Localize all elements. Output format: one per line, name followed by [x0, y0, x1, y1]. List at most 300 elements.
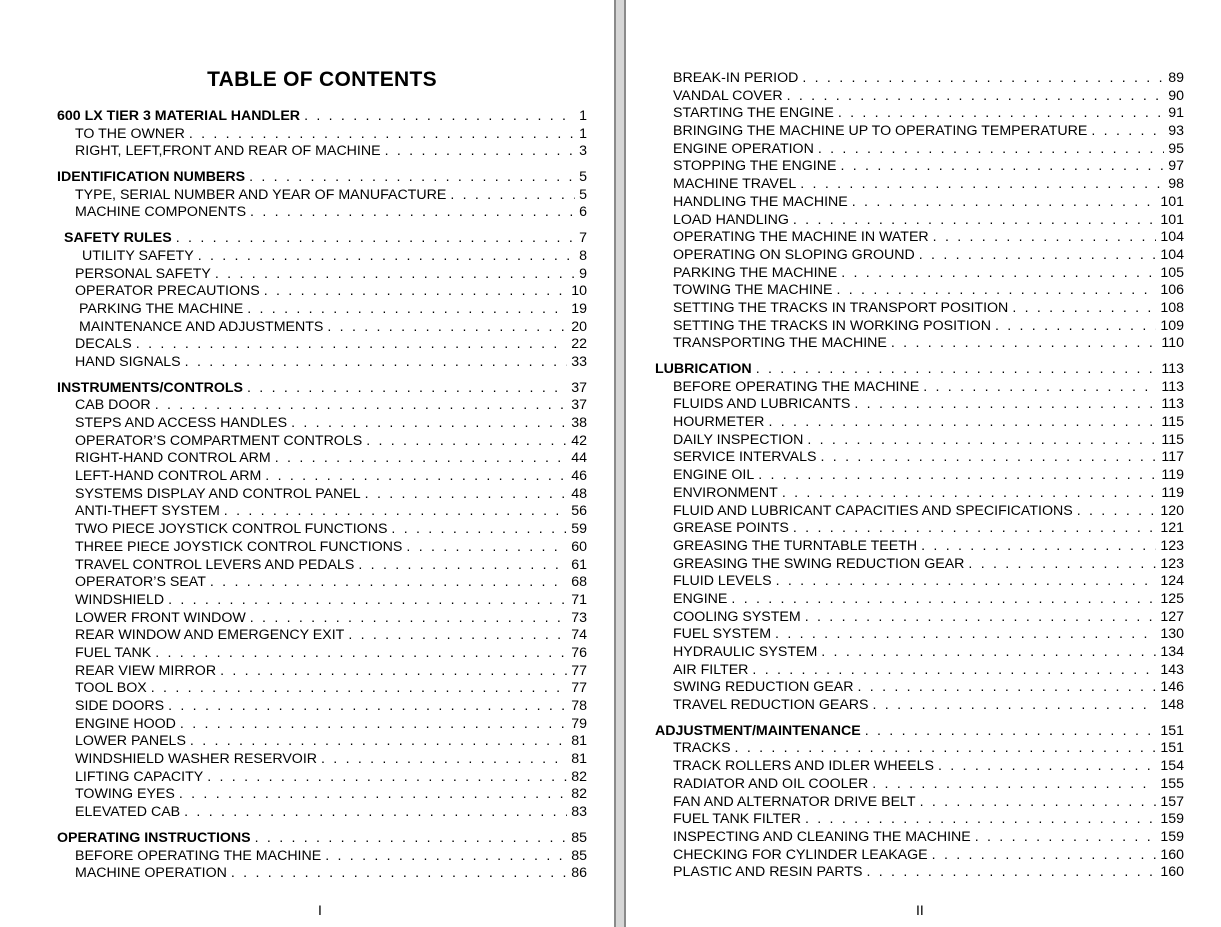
toc-entry[interactable] — [655, 662, 1184, 680]
toc-entry-page-number: 109 — [1160, 317, 1184, 334]
dot-leader — [836, 282, 1156, 300]
dot-leader — [291, 415, 567, 433]
toc-entry-page-number: 46 — [571, 468, 587, 485]
toc-entry[interactable] — [57, 486, 587, 504]
toc-entry-page-number: 101 — [1160, 193, 1184, 210]
toc-entry[interactable] — [57, 769, 587, 787]
toc-entry[interactable] — [57, 786, 587, 804]
toc-entry-label: TRACK ROLLERS AND IDLER WHEELS — [673, 758, 934, 775]
dot-leader — [752, 662, 1156, 680]
toc-entry[interactable] — [655, 503, 1184, 521]
dot-leader — [250, 204, 575, 222]
toc-entry-page-number: 154 — [1160, 758, 1184, 775]
dot-leader — [919, 247, 1157, 265]
toc-entry[interactable] — [57, 574, 587, 592]
toc-entry-label: TYPE, SERIAL NUMBER AND YEAR OF MANUFACTURE — [75, 186, 447, 203]
toc-entry[interactable] — [57, 592, 587, 610]
toc-entry-page-number: 106 — [1160, 282, 1184, 299]
toc-entry-label: FUEL TANK FILTER — [673, 811, 801, 828]
toc-entry[interactable] — [655, 414, 1184, 432]
toc-entry[interactable] — [655, 158, 1184, 176]
toc-entry[interactable] — [57, 557, 587, 575]
dot-leader — [151, 680, 567, 698]
toc-entry-page-number: 113 — [1161, 378, 1184, 395]
toc-entry[interactable] — [57, 680, 587, 698]
toc-entry-page-number: 130 — [1160, 626, 1184, 643]
toc-entry-label: REAR VIEW MIRROR — [75, 662, 217, 679]
toc-entry-label: FUEL TANK — [75, 644, 152, 661]
toc-entry-label: ENGINE — [673, 590, 728, 607]
toc-entry-page-number: 123 — [1160, 537, 1184, 554]
dot-leader — [793, 212, 1156, 230]
toc-entry-page-number: 19 — [571, 300, 587, 317]
toc-entry-label: VANDAL COVER — [673, 87, 783, 104]
toc-entry[interactable] — [655, 485, 1184, 503]
toc-entry-page-number: 151 — [1160, 722, 1184, 739]
dot-leader — [366, 433, 567, 451]
dot-leader — [247, 301, 567, 319]
toc-entry-page-number: 104 — [1160, 246, 1184, 263]
toc-entry-label: TRANSPORTING THE MACHINE — [673, 335, 887, 352]
toc-entry[interactable] — [57, 143, 587, 161]
dot-leader — [807, 432, 1157, 450]
toc-entry[interactable] — [57, 804, 587, 822]
toc-entry[interactable] — [57, 126, 587, 144]
dot-leader — [838, 105, 1164, 123]
dot-leader — [250, 610, 567, 628]
toc-entry-label: PLASTIC AND RESIN PARTS — [673, 864, 863, 881]
toc-section-entry[interactable] — [57, 230, 587, 248]
toc-entry-page-number: 90 — [1168, 87, 1184, 104]
toc-entry-page-number: 1 — [579, 108, 587, 124]
toc-entry[interactable] — [57, 716, 587, 734]
toc-entry-label: PERSONAL SAFETY — [75, 265, 211, 282]
toc-entry-label: TRAVEL CONTROL LEVERS AND PEDALS — [75, 556, 355, 573]
toc-entry[interactable] — [57, 319, 587, 337]
dot-leader — [800, 176, 1164, 194]
toc-entry-page-number: 48 — [571, 485, 587, 502]
dot-leader — [210, 574, 567, 592]
toc-entry-label: INSPECTING AND CLEANING THE MACHINE — [673, 828, 971, 845]
toc-section-entry[interactable] — [57, 169, 587, 187]
toc-entry-page-number: 151 — [1160, 740, 1184, 757]
toc-entry[interactable] — [57, 301, 587, 319]
toc-entry-page-number: 82 — [571, 786, 587, 803]
dot-leader — [358, 557, 567, 575]
toc-entry[interactable] — [57, 397, 587, 415]
dot-leader — [932, 847, 1157, 865]
toc-entry-label: STEPS AND ACCESS HANDLES — [75, 415, 288, 431]
toc-entry[interactable] — [57, 865, 587, 883]
toc-entry-page-number: 74 — [571, 627, 587, 644]
dot-leader — [975, 829, 1157, 847]
dot-leader — [325, 848, 567, 866]
toc-entry-label: ENGINE HOOD — [75, 715, 176, 732]
toc-entry[interactable] — [57, 751, 587, 769]
dot-leader — [327, 319, 567, 337]
toc-entry-label: CHECKING FOR CYLINDER LEAKAGE — [673, 846, 928, 863]
toc-entry-label: WINDSHIELD WASHER RESERVOIR — [75, 751, 318, 768]
toc-entry[interactable] — [655, 123, 1184, 141]
toc-entry-label: GREASING THE SWING REDUCTION GEAR — [673, 555, 965, 572]
toc-entry[interactable] — [57, 450, 587, 468]
toc-entry[interactable] — [655, 829, 1184, 847]
toc-entry-label: OPERATOR’S SEAT — [75, 574, 206, 591]
toc-entry-page-number: 157 — [1160, 793, 1184, 810]
dot-leader — [155, 645, 567, 663]
dot-leader — [168, 698, 567, 716]
toc-entry-label: SAFETY RULES — [64, 230, 172, 247]
toc-entry-label: REAR WINDOW AND EMERGENCY EXIT — [75, 627, 345, 644]
toc-section-entry[interactable] — [57, 108, 587, 126]
toc-entry-label: FLUIDS AND LUBRICANTS — [673, 396, 851, 413]
toc-entry-label: THREE PIECE JOYSTICK CONTROL FUNCTIONS — [75, 538, 403, 555]
dot-leader — [1012, 300, 1156, 318]
toc-entry-label: BEFORE OPERATING THE MACHINE — [673, 378, 920, 395]
toc-entry-page-number: 73 — [571, 609, 587, 626]
toc-entry[interactable] — [655, 556, 1184, 574]
toc-entry[interactable] — [57, 248, 587, 266]
dot-leader — [136, 336, 567, 354]
toc-entry-label: SIDE DOORS — [75, 698, 165, 714]
dot-leader — [1091, 123, 1164, 141]
toc-entry-page-number: 59 — [571, 521, 587, 538]
toc-entry[interactable] — [655, 449, 1184, 467]
toc-entry[interactable] — [57, 415, 587, 433]
toc-entry-page-number: 86 — [571, 865, 587, 882]
dot-leader — [385, 143, 576, 161]
toc-entry-page-number: 105 — [1160, 264, 1184, 281]
toc-entry-label: PARKING THE MACHINE — [79, 300, 244, 317]
toc-entry-page-number: 9 — [579, 265, 587, 282]
toc-entry-page-number: 160 — [1160, 864, 1184, 881]
toc-entry[interactable] — [655, 847, 1184, 865]
toc-entry[interactable] — [57, 645, 587, 663]
toc-entry[interactable] — [57, 503, 587, 521]
toc-entry-page-number: 108 — [1160, 299, 1184, 316]
toc-entry-label: WINDSHIELD — [75, 591, 165, 608]
toc-section-entry[interactable] — [57, 830, 587, 848]
book-spine — [614, 0, 626, 927]
toc-entry-page-number: 89 — [1168, 70, 1184, 86]
toc-entry-label: RIGHT, LEFT,FRONT AND REAR OF MACHINE — [75, 143, 381, 160]
toc-entry-page-number: 134 — [1160, 644, 1184, 660]
dot-leader — [782, 485, 1158, 503]
toc-entry-page-number: 33 — [571, 353, 587, 370]
dot-leader — [207, 769, 567, 787]
toc-entry[interactable] — [655, 697, 1184, 715]
dot-leader — [249, 169, 575, 187]
toc-entry-label: OPERATOR PRECAUTIONS — [75, 283, 260, 300]
toc-entry-page-number: 127 — [1160, 608, 1184, 625]
dot-leader — [852, 194, 1157, 212]
dot-leader — [176, 230, 575, 248]
toc-entry-label: SYSTEMS DISPLAY AND CONTROL PANEL — [75, 485, 361, 502]
toc-entry[interactable] — [655, 432, 1184, 450]
dot-leader — [818, 141, 1164, 159]
toc-entry[interactable] — [655, 194, 1184, 212]
toc-entry[interactable] — [655, 318, 1184, 336]
page-number-right: II — [916, 902, 924, 918]
toc-section-entry[interactable] — [655, 361, 1184, 379]
toc-entry[interactable] — [655, 776, 1184, 794]
toc-entry[interactable] — [57, 266, 587, 284]
toc-entry[interactable] — [655, 88, 1184, 106]
toc-entry-label: SERVICE INTERVALS — [673, 449, 817, 466]
toc-entry[interactable] — [655, 740, 1184, 758]
toc-entry[interactable] — [655, 573, 1184, 591]
toc-entry-label: 600 LX TIER 3 MATERIAL HANDLER — [57, 108, 301, 124]
toc-entry-page-number: 77 — [571, 680, 587, 697]
toc-entry-label: OPERATING ON SLOPING GROUND — [673, 246, 915, 263]
toc-entry-page-number: 95 — [1168, 140, 1184, 157]
toc-entry-label: ADJUSTMENT/MAINTENANCE — [655, 722, 861, 739]
dot-leader — [731, 591, 1156, 609]
toc-entry-label: RIGHT-HAND CONTROL ARM — [75, 450, 271, 467]
toc-entry[interactable] — [57, 627, 587, 645]
toc-entry-page-number: 101 — [1160, 211, 1184, 228]
toc-entry-page-number: 155 — [1160, 775, 1184, 792]
toc-entry[interactable] — [57, 848, 587, 866]
toc-entry-label: STOPPING THE ENGINE — [673, 158, 837, 175]
dot-leader — [841, 265, 1156, 283]
toc-entry-label: BEFORE OPERATING THE MACHINE — [75, 847, 322, 864]
dot-leader — [787, 88, 1165, 106]
toc-entry-label: CAB DOOR — [75, 397, 151, 414]
toc-entry-page-number: 98 — [1168, 176, 1184, 193]
toc-entry-label: TO THE OWNER — [75, 125, 185, 142]
toc-entry-page-number: 82 — [571, 768, 587, 785]
toc-entry-page-number: 7 — [579, 230, 587, 247]
toc-entry-label: TWO PIECE JOYSTICK CONTROL FUNCTIONS — [75, 521, 388, 538]
toc-entry-label: TOWING THE MACHINE — [673, 282, 833, 299]
dot-leader — [873, 697, 1157, 715]
dot-leader — [265, 468, 567, 486]
dot-leader — [155, 397, 568, 415]
toc-entry-page-number: 113 — [1161, 396, 1184, 413]
toc-entry[interactable] — [655, 811, 1184, 829]
toc-entry-page-number: 79 — [571, 715, 587, 732]
toc-entry[interactable] — [655, 379, 1184, 397]
toc-entry[interactable] — [655, 864, 1184, 882]
dot-leader — [185, 354, 568, 372]
toc-entry[interactable] — [655, 141, 1184, 159]
toc-entry[interactable] — [655, 609, 1184, 627]
dot-leader — [776, 573, 1157, 591]
toc-entry-page-number: 91 — [1168, 105, 1184, 122]
toc-entry[interactable] — [655, 282, 1184, 300]
dot-leader — [821, 449, 1158, 467]
toc-entry-label: OPERATING INSTRUCTIONS — [57, 829, 251, 846]
dot-leader — [858, 679, 1157, 697]
toc-entry[interactable] — [57, 539, 587, 557]
toc-entry-label: MACHINE COMPONENTS — [75, 204, 247, 221]
page-number-left: I — [318, 902, 322, 918]
toc-entry-label: LUBRICATION — [655, 361, 752, 377]
toc-entry[interactable] — [655, 70, 1184, 88]
toc-entry-page-number: 77 — [571, 662, 587, 679]
toc-entry[interactable] — [655, 212, 1184, 230]
dot-leader — [921, 538, 1156, 556]
dot-leader — [995, 318, 1156, 336]
dot-leader — [189, 126, 575, 144]
toc-entry[interactable] — [57, 283, 587, 301]
dot-leader — [255, 830, 568, 848]
dot-leader — [247, 380, 567, 398]
toc-entry-page-number: 56 — [571, 503, 587, 520]
toc-entry[interactable] — [57, 354, 587, 372]
toc-entry[interactable] — [57, 204, 587, 222]
dot-leader — [968, 556, 1156, 574]
toc-entry-page-number: 85 — [571, 847, 587, 864]
toc-entry-label: LOWER PANELS — [75, 733, 186, 750]
toc-entry-page-number: 71 — [571, 591, 587, 608]
dot-leader — [321, 751, 567, 769]
dot-leader — [756, 361, 1158, 379]
dot-leader — [304, 108, 575, 126]
toc-entry-page-number: 61 — [571, 556, 587, 573]
dot-leader — [920, 794, 1157, 812]
toc-entry[interactable] — [57, 336, 587, 354]
toc-entry[interactable] — [655, 247, 1184, 265]
dot-leader — [215, 266, 575, 284]
toc-entry-label: HAND SIGNALS — [75, 353, 181, 370]
toc-entry-label: AIR FILTER — [673, 661, 749, 678]
toc-entry-label: TOWING EYES — [75, 786, 175, 803]
toc-entry-page-number: 83 — [571, 804, 587, 821]
toc-entry-page-number: 125 — [1160, 590, 1184, 607]
dot-leader — [854, 396, 1157, 414]
toc-entry-page-number: 113 — [1161, 361, 1184, 377]
toc-entry-page-number: 124 — [1160, 573, 1184, 590]
dot-leader — [406, 539, 567, 557]
toc-entry-label: PARKING THE MACHINE — [673, 264, 838, 281]
dot-leader — [198, 248, 575, 266]
toc-entry-page-number: 115 — [1161, 414, 1184, 431]
toc-entry-label: MACHINE TRAVEL — [673, 176, 797, 193]
right-page — [626, 0, 1221, 927]
toc-entry-label: OPERATING THE MACHINE IN WATER — [673, 229, 929, 246]
toc-entry-page-number: 97 — [1168, 158, 1184, 175]
toc-entry[interactable] — [57, 663, 587, 681]
toc-entry-page-number: 110 — [1161, 335, 1184, 352]
toc-entry-label: SETTING THE TRACKS IN WORKING POSITION — [673, 317, 991, 334]
toc-entry[interactable] — [57, 187, 587, 205]
toc-entry-label: ANTI-THEFT SYSTEM — [75, 503, 220, 520]
toc-entry-page-number: 8 — [579, 247, 587, 264]
dot-leader — [805, 609, 1157, 627]
toc-entry[interactable] — [57, 733, 587, 751]
toc-entry-page-number: 1 — [579, 125, 587, 142]
dot-leader — [365, 486, 568, 504]
toc-list-right — [655, 70, 1184, 882]
toc-entry-label: IDENTIFICATION NUMBERS — [57, 169, 246, 186]
dot-leader — [275, 450, 567, 468]
toc-entry[interactable] — [655, 396, 1184, 414]
toc-entry[interactable] — [57, 610, 587, 628]
toc-entry-page-number: 44 — [571, 450, 587, 467]
toc-entry-label: FLUID LEVELS — [673, 573, 772, 590]
toc-entry-label: UTILITY SAFETY — [82, 247, 194, 264]
toc-entry-page-number: 160 — [1160, 846, 1184, 863]
toc-entry[interactable] — [655, 265, 1184, 283]
toc-entry[interactable] — [655, 300, 1184, 318]
toc-entry[interactable] — [655, 105, 1184, 123]
dot-leader — [805, 811, 1156, 829]
toc-entry[interactable] — [655, 467, 1184, 485]
toc-list-left — [57, 108, 587, 883]
dot-leader — [865, 723, 1157, 741]
toc-entry[interactable] — [655, 229, 1184, 247]
toc-entry-label: TRAVEL REDUCTION GEARS — [673, 697, 869, 714]
toc-entry-label: GREASE POINTS — [673, 520, 789, 537]
dot-leader — [802, 70, 1164, 88]
toc-entry[interactable] — [57, 521, 587, 539]
toc-entry[interactable] — [655, 520, 1184, 538]
toc-entry[interactable] — [655, 335, 1184, 353]
toc-entry[interactable] — [57, 468, 587, 486]
dot-leader — [866, 864, 1156, 882]
toc-entry[interactable] — [655, 758, 1184, 776]
toc-entry[interactable] — [655, 538, 1184, 556]
toc-entry[interactable] — [655, 794, 1184, 812]
toc-entry[interactable] — [655, 626, 1184, 644]
toc-entry-page-number: 159 — [1160, 828, 1184, 845]
dot-leader — [840, 158, 1164, 176]
toc-entry-label: LEFT-HAND CONTROL ARM — [75, 468, 262, 485]
dot-leader — [450, 187, 575, 205]
toc-section-entry[interactable] — [655, 723, 1184, 741]
toc-entry-label: STARTING THE ENGINE — [673, 105, 834, 122]
toc-entry[interactable] — [57, 698, 587, 716]
dot-leader — [758, 467, 1157, 485]
toc-entry-page-number: 22 — [571, 336, 587, 353]
toc-entry-page-number: 68 — [571, 574, 587, 591]
toc-entry-page-number: 6 — [579, 204, 587, 221]
dot-leader — [179, 786, 567, 804]
toc-entry-label: HANDLING THE MACHINE — [673, 193, 848, 210]
toc-entry[interactable] — [655, 176, 1184, 194]
dot-leader — [224, 503, 567, 521]
toc-entry[interactable] — [57, 433, 587, 451]
toc-entry-label: TOOL BOX — [75, 680, 147, 697]
toc-entry-label: DAILY INSPECTION — [673, 431, 804, 448]
toc-entry-page-number: 123 — [1160, 555, 1184, 572]
toc-entry[interactable] — [655, 679, 1184, 697]
toc-entry[interactable] — [655, 591, 1184, 609]
toc-entry-label: FAN AND ALTERNATOR DRIVE BELT — [673, 793, 916, 810]
toc-entry-page-number: 78 — [571, 698, 587, 714]
page-title: TABLE OF CONTENTS — [207, 68, 437, 91]
toc-entry-page-number: 148 — [1160, 697, 1184, 714]
toc-entry[interactable] — [655, 644, 1184, 662]
dot-leader — [821, 644, 1156, 662]
toc-entry-label: SWING REDUCTION GEAR — [673, 679, 854, 696]
dot-leader — [933, 229, 1157, 247]
toc-entry-page-number: 119 — [1161, 467, 1184, 484]
toc-entry-label: HYDRAULIC SYSTEM — [673, 644, 818, 660]
toc-entry-page-number: 117 — [1161, 449, 1184, 466]
toc-entry-label: GREASING THE TURNTABLE TEETH — [673, 537, 918, 554]
toc-entry-page-number: 143 — [1160, 661, 1184, 678]
toc-entry-page-number: 60 — [571, 538, 587, 555]
toc-entry-page-number: 81 — [571, 751, 587, 768]
dot-leader — [180, 716, 567, 734]
toc-section-entry[interactable] — [57, 380, 587, 398]
toc-entry-label: SETTING THE TRACKS IN TRANSPORT POSITION — [673, 299, 1009, 316]
toc-entry-page-number: 119 — [1161, 484, 1184, 501]
toc-entry-page-number: 120 — [1160, 502, 1184, 519]
